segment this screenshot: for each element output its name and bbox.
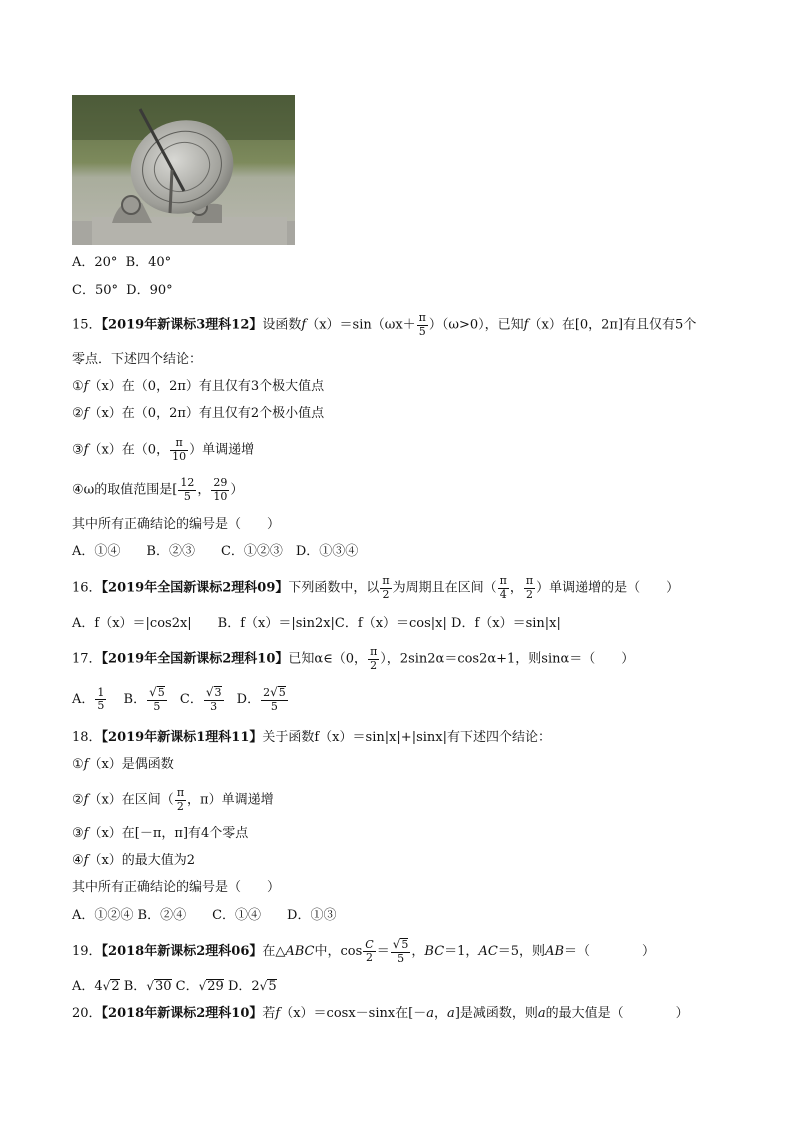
q18-ask: 其中所有正确结论的编号是（ ） <box>72 880 281 895</box>
q16-options[interactable]: A．f（x）＝|cos2x| B．f（x）＝|sin2x|C．f（x）＝cos|x| D．f（x）＝sin|x| <box>72 616 561 631</box>
q14-option-c[interactable]: C．50° <box>72 283 118 298</box>
q14-options-row2 <box>72 284 173 297</box>
q18-stem: 18．【2019年新课标1理科11】关于函数f（x）＝sin|x|+|sinx|有下述四个结论： <box>72 730 551 745</box>
q15-conclusion-3: ③f（x）在（0， $\frac{\pi}{10}$ ）单调递增 <box>72 436 255 463</box>
q19-option-a[interactable]: A．4√2 <box>72 979 120 994</box>
q16-stem: 16．【2019年全国新课标2理科09】下列函数中，以 $\frac{\pi}{2}$ 为周期且在区间（ $\frac{\pi}{4}$ ， $\frac{\pi}{2}$ ）单调递增的是（ ） <box>72 574 680 601</box>
fraction-pi-over-10: $\frac{\pi}{10}$ <box>172 436 187 463</box>
sundial-image <box>72 95 295 245</box>
q17-option-b[interactable]: B． $\frac{√5}{5}$ <box>123 685 165 713</box>
q18-conclusion-3: ③f（x）在[－π，π]有4个零点 <box>72 826 249 841</box>
q18-source-tag: 【2019年新课标1理科11】 <box>101 730 263 745</box>
q18-conclusion-4: ④f（x）的最大值为2 <box>72 853 196 868</box>
q18-conclusion-1: ①f（x）是偶函数 <box>72 757 174 772</box>
fraction-pi-over-2c: $\frac{\pi}{2}$ <box>370 645 378 672</box>
q20-stem: 20．【2018年新课标2理科10】若f（x）＝cosx－sinx在[－a，a]是减函数，则a的最大值是（ ） <box>72 1006 689 1021</box>
q18-options[interactable]: A．①②④ B．②④ C．①④ D．①③ <box>72 908 337 923</box>
q14-options-row1 <box>72 256 171 269</box>
q17-options <box>72 686 289 713</box>
fraction-pi-over-2d: $\frac{\pi}{2}$ <box>176 786 185 813</box>
fraction-12-over-5: $\frac{12}{5}$ <box>180 476 195 503</box>
q17-option-c[interactable]: C． $\frac{√3}{3}$ <box>179 685 222 713</box>
q19-option-c[interactable]: C．√29 <box>175 979 224 994</box>
q14-option-d[interactable]: D．90° <box>126 283 173 298</box>
sundial-photo <box>72 95 295 245</box>
q15-conclusion-2: ②f（x）在（0，2π）有且仅有2个极小值点 <box>72 406 325 421</box>
q15-conclusion-1: ①f（x）在（0，2π）有且仅有3个极大值点 <box>72 379 325 394</box>
q15-ask: 其中所有正确结论的编号是（ ） <box>72 517 281 532</box>
q15-source-tag: 【2019年新课标3理科12】 <box>101 317 263 333</box>
q17-stem: 17．【2019年全国新课标2理科10】已知α∈（0， $\frac{\pi}{2}$ ），2sin2α＝cos2α+1，则sinα＝（ ） <box>72 645 635 672</box>
q20-source-tag: 【2018年新课标2理科10】 <box>101 1006 263 1021</box>
fraction-pi-over-2: $\frac{\pi}{2}$ <box>382 574 390 601</box>
q17-source-tag: 【2019年全国新课标2理科10】 <box>101 651 289 667</box>
q15-options[interactable]: A．①④ B．②③ C．①②③ D．①③④ <box>72 544 359 559</box>
q18-conclusion-2: ②f（x）在区间（ $\frac{\pi}{2}$ ，π）单调递增 <box>72 786 274 813</box>
q15-stem-line2: 零点．下述四个结论： <box>72 352 203 367</box>
fraction-29-over-10: $\frac{29}{10}$ <box>213 476 228 503</box>
q14-option-b[interactable]: B．40° <box>125 255 172 270</box>
fraction-c-over-2: $\frac{C}{2}$ <box>365 937 374 965</box>
q19-source-tag: 【2018年新课标2理科06】 <box>101 944 263 960</box>
q15-stem: 15．【2019年新课标3理科12】设函数f（x）＝sin（ωx＋ $\frac{\pi}{5}$ ）（ω>0），已知f（x）在[0，2π]有且仅有5个 <box>72 311 697 338</box>
fraction-pi-over-4: $\frac{\pi}{4}$ <box>499 574 507 601</box>
q17-option-d[interactable]: D． $\frac{2√5}{5}$ <box>236 685 286 713</box>
q15-conclusion-4: ④ω的取值范围是[ $\frac{12}{5}$ ， $\frac{29}{10}$ ） <box>72 476 244 503</box>
q19-option-b[interactable]: B．√30 <box>123 979 172 994</box>
q19-stem: 19．【2018年新课标2理科06】在△ABC中，cos $\frac{C}{2}$ ＝ $\frac{√5}{5}$ ，BC＝1，AC＝5，则AB＝（ ） <box>72 937 656 965</box>
fraction-pi-over-5: $\frac{\pi}{5}$ <box>418 311 426 338</box>
q19-options <box>72 979 277 994</box>
q19-option-d[interactable]: D．2√5 <box>227 979 277 994</box>
q16-source-tag: 【2019年全国新课标2理科09】 <box>101 580 289 596</box>
fraction-pi-over-2b: $\frac{\pi}{2}$ <box>525 574 534 601</box>
fraction-root5-over-5: $\frac{√5}{5}$ <box>392 937 409 965</box>
q14-option-a[interactable]: A．20° <box>72 255 118 270</box>
q17-option-a[interactable]: A． $\frac{1}{5}$ <box>72 685 105 713</box>
